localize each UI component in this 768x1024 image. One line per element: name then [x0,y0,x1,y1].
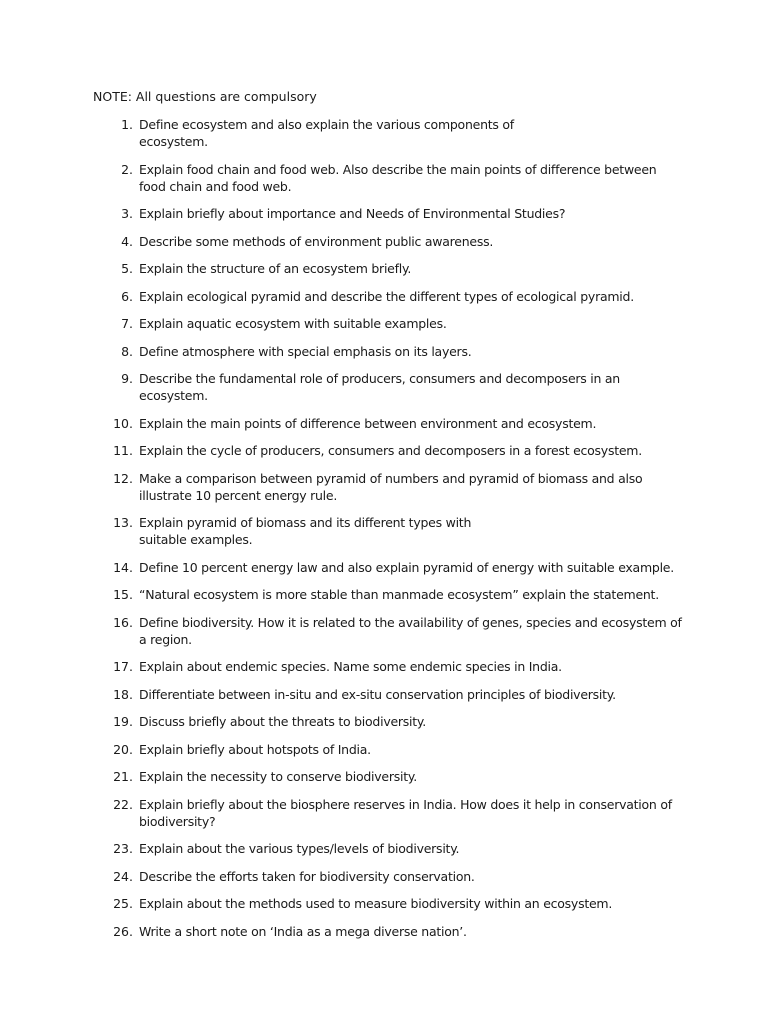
question-number: 10. [113,415,133,431]
question-item [0,796,768,830]
instructions-note: NOTE: All questions are compulsory [93,89,317,104]
question-number: 18. [113,686,133,702]
question-text: Define atmosphere with special emphasis on its layers. [139,343,472,359]
question-number: 23. [113,841,133,856]
question-number: 7. [121,316,133,331]
question-number: 5. [121,261,133,276]
question-item [0,260,768,277]
question-number: 25. [113,896,133,911]
question-item [0,370,768,404]
question-item [0,514,768,548]
question-item [0,768,768,785]
question-text: Define 10 percent energy law and also explain pyramid of energy with suitable example. [139,559,674,575]
question-text: Explain the structure of an ecosystem briefly. [139,261,412,276]
question-number: 15. [113,587,133,602]
question-text: Explain the cycle of producers, consumers and decomposers in a forest ecosystem. [139,443,642,458]
question-item [0,614,768,648]
question-item [0,868,768,885]
question-text: Explain the main points of difference between environment and ecosystem. [139,415,597,431]
question-item [0,442,768,459]
question-item [0,233,768,250]
question-item [0,713,768,730]
question-text: Explain about the various types/levels of biodiversity. [139,841,460,856]
question-item [0,205,768,222]
question-number: 1. [121,117,133,132]
question-text: Explain briefly about hotspots of India. [139,741,371,757]
question-text: Discuss briefly about the threats to biodiversity. [139,714,427,729]
question-number: 21. [113,769,133,784]
question-item [0,315,768,332]
question-text: Differentiate between in-situ and ex-situ conservation principles of biodiversity. [139,686,616,702]
question-number: 3. [121,206,133,221]
question-text: Describe some methods of environment public awareness. [139,233,494,249]
question-item [0,470,768,504]
question-text: Describe the efforts taken for biodiversity conservation. [139,868,475,884]
question-list [0,116,768,950]
question-text: Explain about the methods used to measure biodiversity within an ecosystem. [139,896,613,911]
question-text: Define ecosystem and also explain the various components of ecosystem. [139,117,514,149]
question-item [0,116,768,150]
question-number: 26. [113,923,133,939]
question-text: Explain about endemic species. Name some endemic species in India. [139,659,562,674]
question-text: Explain ecological pyramid and describe the different types of ecological pyramid. [139,288,634,304]
question-text: Explain pyramid of biomass and its different types with suitable examples. [139,515,472,547]
question-item [0,658,768,675]
question-item [0,741,768,758]
question-text: Explain aquatic ecosystem with suitable examples. [139,316,447,331]
question-text: Make a comparison between pyramid of numbers and pyramid of biomass and also illustrate 10 percent energy rule. [139,470,643,503]
question-item [0,686,768,703]
question-text: Explain food chain and food web. Also describe the main points of difference between food chain and food web. [139,161,657,194]
question-number: 14. [113,559,133,575]
question-item [0,161,768,195]
question-item [0,415,768,432]
question-text: Define biodiversity. How it is related to the availability of genes, species and ecosystem of a region. [139,614,682,647]
question-number: 24. [113,868,133,884]
question-number: 9. [121,371,133,386]
question-number: 12. [113,470,133,486]
question-number: 11. [113,443,133,458]
question-number: 19. [113,714,133,729]
question-item [0,923,768,940]
question-number: 4. [121,233,133,249]
question-item [0,895,768,912]
question-number: 22. [113,796,133,812]
question-number: 20. [113,741,133,757]
question-text: Write a short note on ‘India as a mega diverse nation’. [139,923,467,939]
question-text: “Natural ecosystem is more stable than manmade ecosystem” explain the statement. [139,587,659,602]
question-item [0,288,768,305]
question-number: 16. [113,614,133,630]
question-text: Explain briefly about importance and Needs of Environmental Studies? [139,206,566,221]
question-number: 6. [121,288,133,304]
question-text: Describe the fundamental role of producers, consumers and decomposers in an ecosystem. [139,371,620,403]
question-text: Explain the necessity to conserve biodiversity. [139,769,417,784]
question-number: 13. [113,515,133,530]
question-number: 8. [121,343,133,359]
question-number: 17. [113,659,133,674]
question-item [0,343,768,360]
question-item [0,840,768,857]
question-number: 2. [121,161,133,177]
question-text: Explain briefly about the biosphere reserves in India. How does it help in conservation of biodiversity? [139,796,672,829]
question-item [0,559,768,576]
question-item [0,586,768,603]
